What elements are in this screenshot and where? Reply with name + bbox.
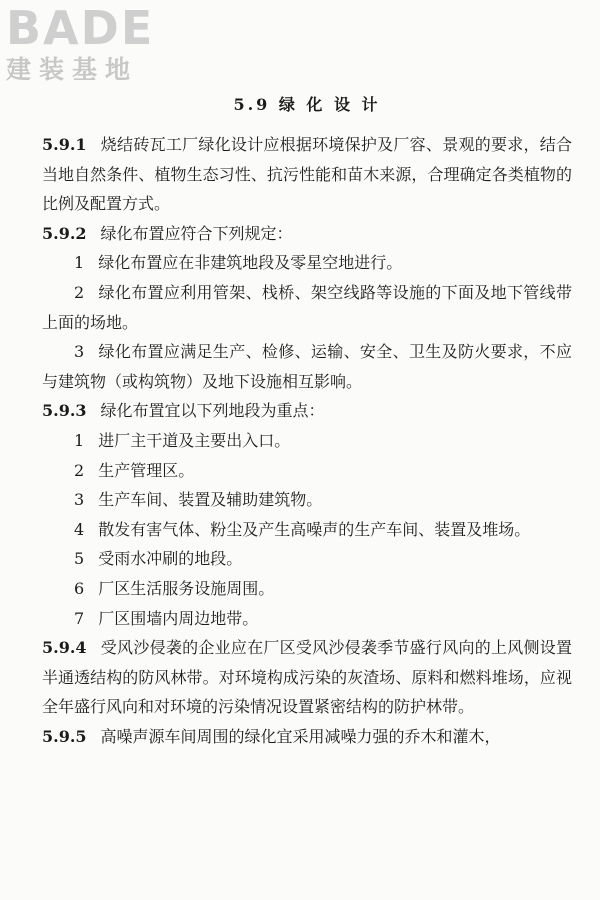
clause-number: 5.9.1 — [42, 135, 87, 154]
item-number: 1 — [74, 253, 85, 273]
list-item — [42, 515, 572, 545]
item-text: 绿化布置应满足生产、检修、运输、安全、卫生及防火要求，不应与建筑物（或构筑物）及地下设施相互影响。 — [42, 342, 572, 391]
item-number: 6 — [74, 578, 85, 598]
item-text: 散发有害气体、粉尘及产生高噪声的生产车间、装置及堆场。 — [98, 519, 531, 539]
document-page — [42, 92, 572, 751]
bade-watermark-logo — [6, 1, 176, 86]
item-number: 4 — [74, 519, 85, 539]
clause-5-9-3 — [42, 396, 572, 426]
item-text: 厂区围墙内周边地带。 — [98, 608, 259, 628]
clause-5-9-1 — [42, 130, 572, 219]
clause-number: 5.9.4 — [42, 638, 87, 658]
item-number: 5 — [74, 549, 85, 569]
clause-5-9-5 — [42, 722, 572, 752]
clause-text: 受风沙侵袭的企业应在厂区受风沙侵袭季节盛行风向的上风侧设置半通透结构的防风林带。对环境构成污染的灰渣场、原料和燃料堆场，应视全年盛行风向和对环境的污染情况设置紧密结构的防护林带。 — [42, 638, 572, 717]
item-text: 绿化布置应利用管架、栈桥、架空线路等设施的下面及地下管线带上面的场地。 — [42, 282, 572, 332]
clause-number: 5.9.2 — [42, 223, 87, 243]
item-number: 2 — [74, 460, 85, 480]
item-number: 7 — [74, 608, 85, 628]
item-text: 进厂主干道及主要出入口。 — [98, 430, 291, 450]
list-item — [42, 485, 572, 515]
logo-brand-text: BADE — [6, 1, 155, 55]
item-text: 生产管理区。 — [98, 460, 195, 480]
clause-text: 高噪声源车间周围的绿化宜采用减噪力强的乔木和灌木， — [100, 726, 501, 746]
clause-text: 绿化布置应符合下列规定： — [100, 223, 293, 243]
clause-number: 5.9.3 — [42, 401, 87, 421]
list-item — [42, 574, 572, 604]
list-item — [42, 426, 572, 456]
list-item — [42, 248, 572, 278]
logo-subtitle: 建装基地 — [6, 55, 139, 84]
item-text: 绿化布置应在非建筑地段及零星空地进行。 — [98, 253, 403, 273]
item-text: 受雨水冲刷的地段。 — [98, 549, 243, 569]
item-number: 3 — [74, 490, 85, 510]
logo-brand — [6, 1, 176, 55]
clause-5-9-2 — [42, 219, 572, 249]
clause-text: 绿化布置宜以下列地段为重点： — [100, 401, 325, 421]
item-text: 生产车间、装置及辅助建筑物。 — [98, 490, 323, 510]
list-item — [42, 278, 572, 337]
section-title: 5.9 绿 化 设 计 — [233, 95, 381, 114]
list-item — [42, 337, 572, 396]
item-number: 2 — [74, 282, 85, 302]
item-number: 1 — [74, 430, 85, 450]
clause-5-9-4 — [42, 633, 572, 722]
clause-text: 烧结砖瓦工厂绿化设计应根据环境保护及厂容、景观的要求，结合当地自然条件、植物生态习性、抗污性能和苗木来源，合理确定各类植物的比例及配置方式。 — [42, 135, 572, 214]
clause-number: 5.9.5 — [42, 726, 87, 746]
item-text: 厂区生活服务设施周围。 — [98, 578, 275, 598]
list-item — [42, 604, 572, 634]
item-number: 3 — [74, 342, 85, 362]
list-item — [42, 456, 572, 486]
list-item — [42, 544, 572, 574]
